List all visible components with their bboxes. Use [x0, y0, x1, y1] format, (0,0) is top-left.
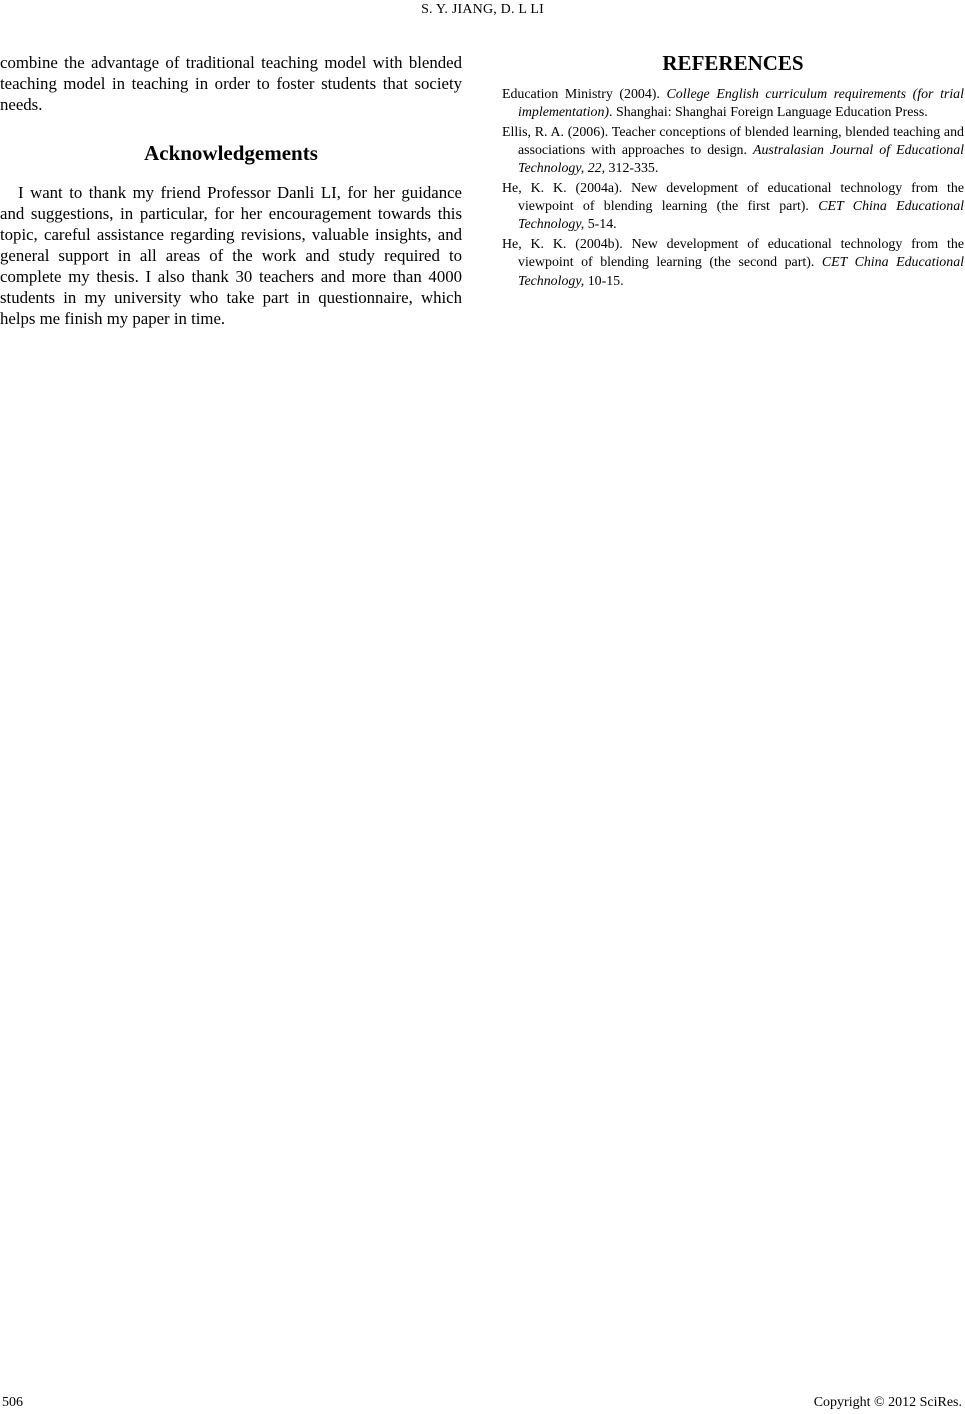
- reference-text: 5-14.: [584, 217, 617, 233]
- reference-text: 312-335.: [605, 161, 659, 177]
- reference-source-title: Australasian Journal of Educational Technology, 22,: [518, 143, 965, 177]
- reference-list: [502, 86, 964, 291]
- reference-item: [502, 124, 964, 179]
- reference-text: . Shanghai: Shanghai Foreign Language Education Press.: [609, 105, 928, 121]
- reference-text: He, K. K. (2004a). New development of educational technology from the viewpoint of blending learning (the first part).: [502, 181, 964, 215]
- right-column: [502, 50, 964, 292]
- reference-item: [502, 86, 964, 122]
- reference-item: [502, 236, 964, 291]
- reference-item: [502, 180, 964, 235]
- reference-source-title: CET China Educational Technology,: [518, 199, 964, 233]
- reference-text: He, K. K. (2004b). New development of educational technology from the viewpoint of blending learning (the second part).: [502, 237, 964, 271]
- copyright-notice: Copyright © 2012 SciRes.: [813, 1395, 962, 1410]
- reference-text: Ellis, R. A. (2006). Teacher conceptions of blended learning, blended teaching and associations with approaches to design.: [502, 124, 964, 159]
- running-head: S. Y. JIANG, D. L LI: [421, 2, 544, 17]
- page-number: 506: [2, 1395, 23, 1410]
- reference-text: Education Ministry (2004).: [502, 87, 667, 102]
- references-heading: REFERENCES: [662, 51, 804, 75]
- acknowledgements-heading: Acknowledgements: [144, 141, 318, 165]
- opening-paragraph: combine the advantage of traditional teaching model with blended teaching model in teaching in order to foster students that society needs.: [0, 53, 462, 114]
- left-column: [0, 52, 462, 329]
- reference-source-title: CET China Educational Technology,: [518, 255, 964, 289]
- reference-text: 10-15.: [584, 273, 624, 289]
- acknowledgements-paragraph: I want to thank my friend Professor Danli LI, for her guidance and suggestions, in particular, for her encouragement towards this topic, careful assistance regarding revisions, valuable insights, and general support in all areas of the work and study required to complete my thesis. I also thank 30 teachers and more than 4000 students in my university who take part in questionnaire, which helps me finish my paper in time.: [0, 183, 462, 328]
- reference-source-title: College English curriculum requirements (for trial implementation): [518, 87, 964, 121]
